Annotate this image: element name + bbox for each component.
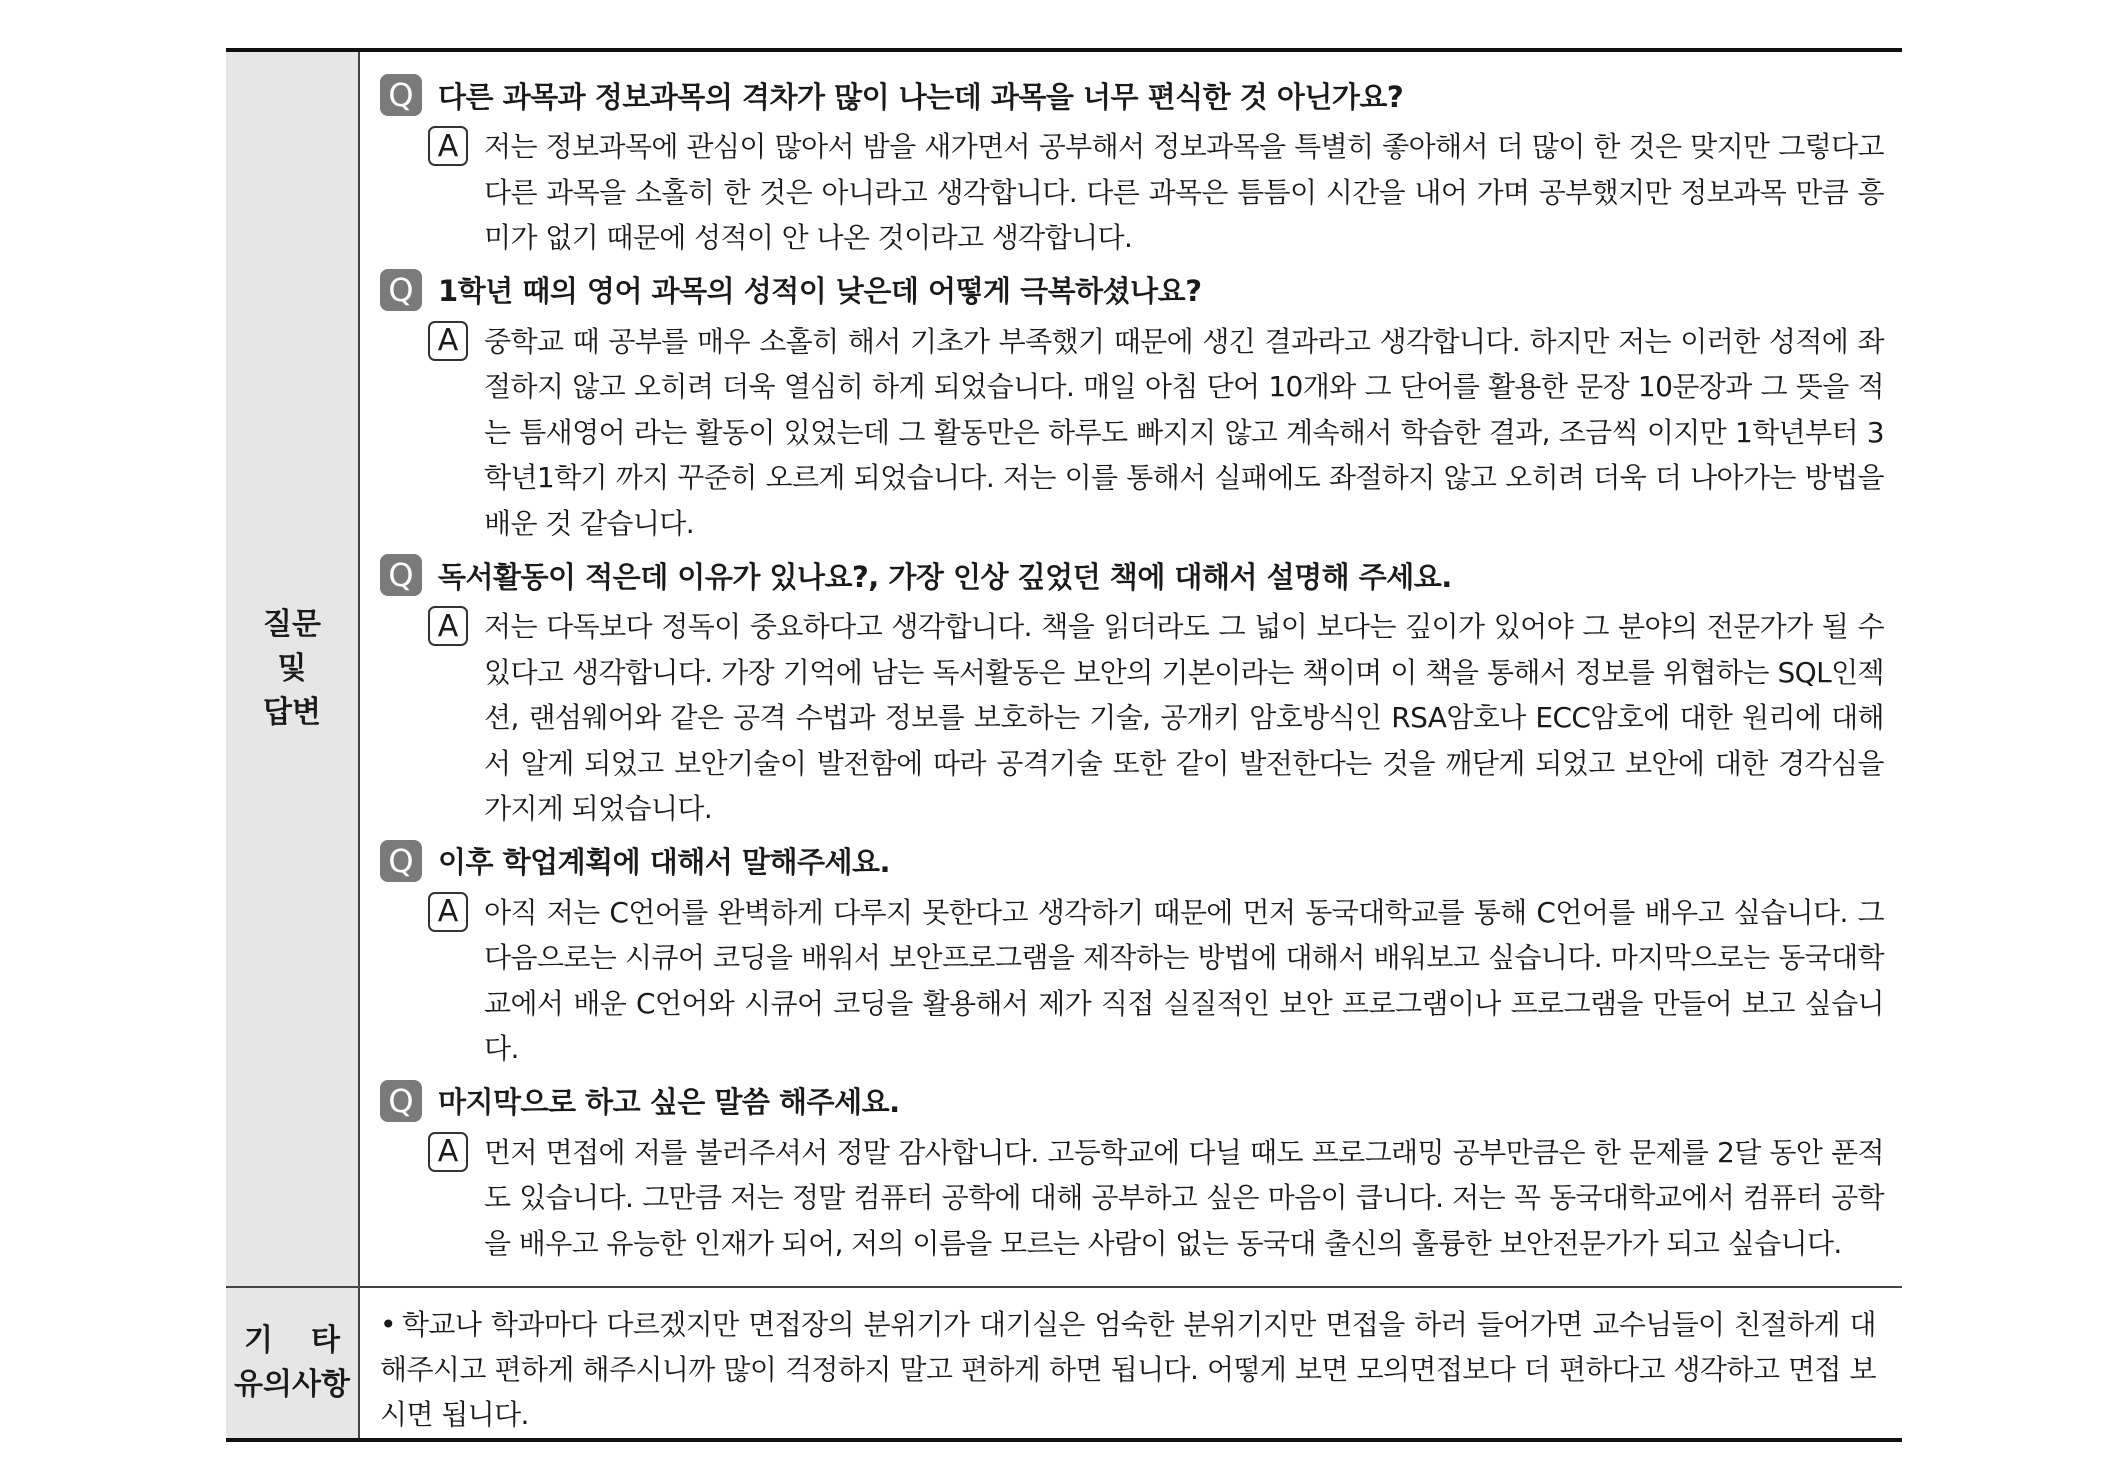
question-line: [380, 832, 1884, 890]
question-line: [380, 261, 1884, 319]
answer-line: [380, 890, 1884, 1072]
misc-content-cell: [360, 1288, 1902, 1438]
qa-item: [380, 1072, 1884, 1267]
answer-text: 먼저 면접에 저를 불러주셔서 정말 감사합니다. 고등학교에 다닐 때도 프로그래밍 공부만큼은 한 문제를 2달 동안 푼적도 있습니다. 그만큼 저는 정말 컴퓨터 공학에 대해 공부하고 싶은 마음이 큽니다. 저는 꼭 동국대학교에서 컴퓨터 공학을 배우고 유능한 인재가 되어, 저의 이름을 모르는 사람이 없는 동국대 출신의 훌륭한 보안전문가가 되고 싶습니다.: [484, 1135, 1884, 1260]
qa-label-line-3: 답변: [263, 695, 321, 730]
qa-label-cell: [226, 52, 360, 1286]
question-badge: Q: [380, 554, 422, 596]
misc-note: [380, 1302, 1876, 1437]
answer-badge: A: [428, 321, 468, 361]
question-line: [380, 1072, 1884, 1130]
answer-line: [380, 604, 1884, 832]
question-badge: Q: [380, 1080, 422, 1122]
question-text: 이후 학업계획에 대해서 말해주세요.: [438, 845, 891, 879]
qa-item: [380, 832, 1884, 1072]
answer-text: 아직 저는 C언어를 완벽하게 다루지 못한다고 생각하기 때문에 먼저 동국대학교를 통해 C언어를 배우고 싶습니다. 그 다음으로는 시큐어 코딩을 배워서 보안프로그램을 제작하는 방법에 대해서 배워보고 싶습니다. 마지막으로는 동국대학교에서 배운 C언어와 시큐어 코딩을 활용해서 제가 직접 실질적인 보안 프로그램이나 프로그램을 만들어 보고 싶습니다.: [484, 895, 1884, 1065]
answer-text: 저는 다독보다 정독이 중요하다고 생각합니다. 책을 읽더라도 그 넓이 보다는 깊이가 있어야 그 분야의 전문가가 될 수 있다고 생각합니다. 가장 기억에 남는 독서활동은 보안의 기본이라는 책이며 이 책을 통해서 정보를 위협하는 SQL인젝션, 랜섬웨어와 같은 공격 수법과 정보를 보호하는 기술, 공개키 암호방식인 RSA암호나 ECC암호에 대한 원리에 대해서 알게 되었고 보안기술이 발전함에 따라 공격기술 또한 같이 발전한다는 것을 깨닫게 되었고 보안에 대한 경각심을 가지게 되었습니다.: [484, 610, 1884, 825]
answer-line: [380, 319, 1884, 547]
misc-label-top-left: 기: [243, 1323, 273, 1358]
question-text: 마지막으로 하고 싶은 말씀 해주세요.: [438, 1085, 900, 1119]
question-text: 독서활동이 적은데 이유가 있나요?, 가장 인상 깊었던 책에 대해서 설명해 주세요.: [438, 559, 1452, 594]
misc-label-top-right: 타: [311, 1323, 340, 1358]
answer-text: 저는 정보과목에 관심이 많아서 밤을 새가면서 공부해서 정보과목을 특별히 좋아해서 더 많이 한 것은 맞지만 그렇다고 다른 과목을 소홀히 한 것은 아니라고 생각합니다. 다른 과목은 틈틈이 시간을 내어 가며 공부했지만 정보과목 만큼 흥미가 없기 때문에 성적이 안 나온 것이라고 생각합니다.: [484, 130, 1884, 254]
answer-line: [380, 124, 1884, 261]
question-badge: Q: [380, 74, 422, 116]
question-badge: Q: [380, 269, 422, 311]
qa-item: [380, 546, 1884, 832]
misc-label-top: [244, 1319, 340, 1363]
qa-item: [380, 66, 1884, 261]
qa-item: [380, 261, 1884, 547]
misc-note-text: 학교나 학과마다 다르겠지만 면접장의 분위기가 대기실은 엄숙한 분위기지만 면접을 하러 들어가면 교수님들이 친절하게 대해주시고 편하게 해주시니까 많이 걱정하지 말고 편하게 하면 됩니다. 어떻게 보면 모의면접보다 더 편하다고 생각하고 면접 보시면 됩니다.: [380, 1308, 1876, 1431]
answer-badge: A: [428, 892, 468, 932]
qa-label-line-2: 및: [277, 651, 307, 686]
answer-badge: A: [428, 606, 468, 646]
answer-line: [380, 1130, 1884, 1267]
answer-badge: A: [428, 126, 468, 166]
qa-row: [226, 52, 1902, 1288]
question-badge: Q: [380, 840, 422, 882]
question-line: [380, 546, 1884, 604]
interview-table: [226, 48, 1902, 1442]
misc-label-bottom: 유의사항: [234, 1367, 350, 1402]
bullet-marker: •: [380, 1308, 396, 1341]
question-text: 다른 과목과 정보과목의 격차가 많이 나는데 과목을 너무 편식한 것 아닌가요?: [438, 79, 1404, 114]
misc-row: [226, 1288, 1902, 1438]
question-text: 1학년 때의 영어 과목의 성적이 낮은데 어떻게 극복하셨나요?: [438, 274, 1202, 308]
answer-badge: A: [428, 1132, 468, 1172]
misc-label-cell: [226, 1288, 360, 1438]
qa-content-cell: [360, 52, 1902, 1286]
question-line: [380, 66, 1884, 124]
answer-text: 중학교 때 공부를 매우 소홀히 해서 기초가 부족했기 때문에 생긴 결과라고 생각합니다. 하지만 저는 이러한 성적에 좌절하지 않고 오히려 더욱 열심히 하게 되었습니다. 매일 아침 단어 10개와 그 단어를 활용한 문장 10문장과 그 뜻을 적는 틈새영어 라는 활동이 있었는데 그 활동만은 하루도 빠지지 않고 계속해서 학습한 결과, 조금씩 이지만 1학년부터 3학년1학기 까지 꾸준히 오르게 되었습니다. 저는 이를 통해서 실패에도 좌절하지 않고 오히려 더욱 더 나아가는 방법을 배운 것 같습니다.: [484, 324, 1884, 540]
qa-label-line-1: 질문: [263, 607, 321, 642]
